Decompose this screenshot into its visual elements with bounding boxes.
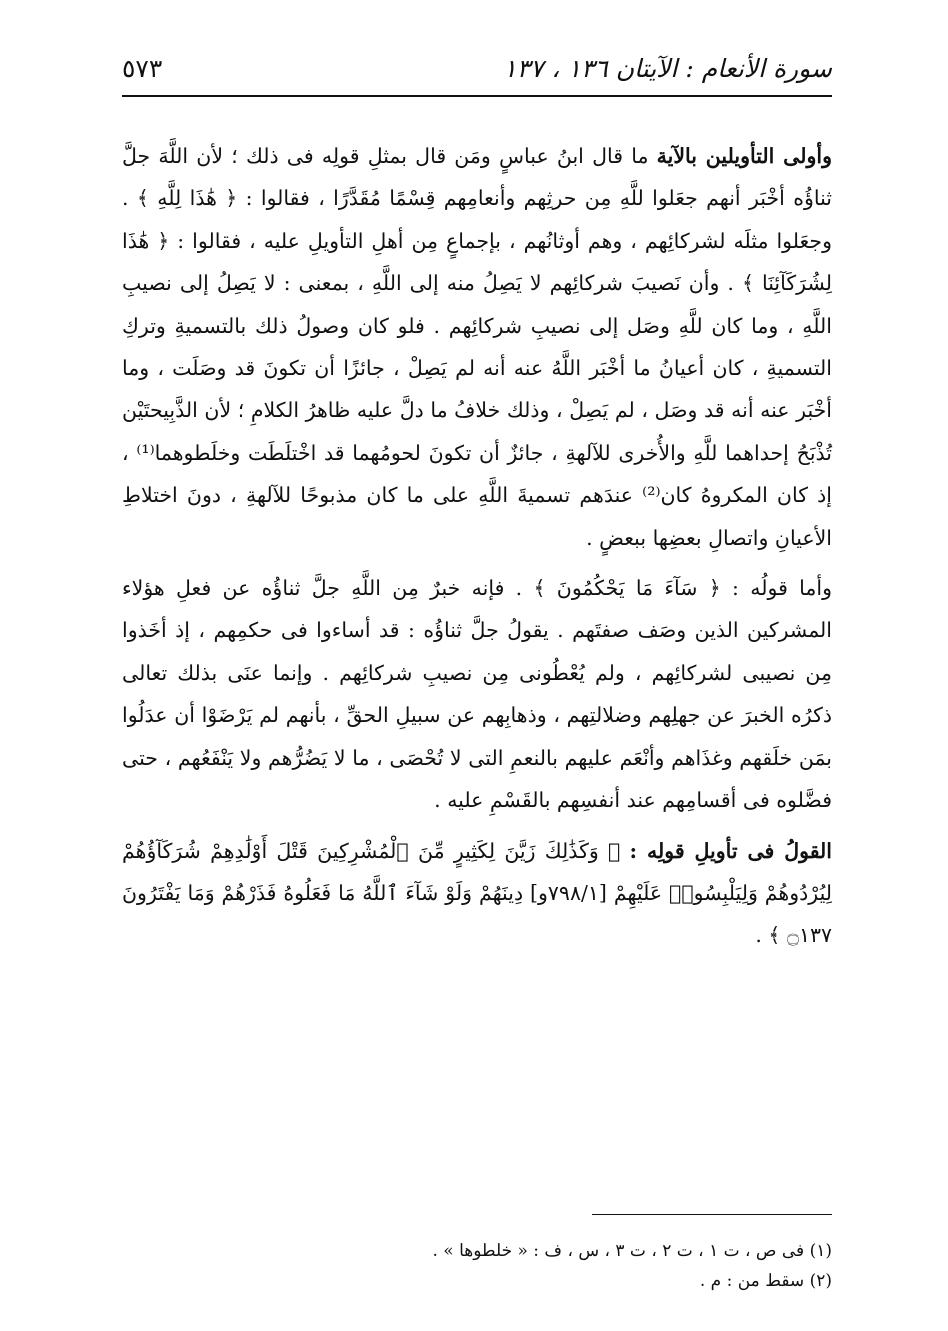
page-body (122, 135, 832, 965)
running-title: سورة الأنعام : الآيتان ١٣٦ ، ١٣٧ (503, 54, 832, 83)
paragraph-text: ما قال ابنُ عباسٍ ومَن قال بمثلِ قولِه فى ذلك ؛ لأن اللَّهَ جلَّ ثناؤُه أخْبَر أنهم جعَلوا للَّهِ مِن حرثِهم وأنعامِهم قِسْمًا مُقَدَّرًا ، فقالوا : ﴿ هَٰذَا لِلَّهِ ﴾ . وجعَلوا مثلَه لشركائِهم ، وهم أوثانُهم ، بإجماعٍ مِن أهلِ التأويلِ عليه ، فقالوا : ﴿ هَٰذَا لِشُرَكَآئِنَا ﴾ . وأن نَصيبَ شركائِهم لا يَصِلُ منه إلى اللَّهِ ، بمعنى : لا يَصِلُ إلى نصيبِ اللَّهِ ، وما كان للَّهِ وصَل إلى نصيبِ شركائِهم . فلو كان وصولُ ذلك بالتسميةِ وتركِ التسميةِ ، كان أعيانُ ما أخْبَر اللَّهُ عنه أنه لم يَصِلْ ، جائزًا أن تكونَ قد وصَلَت ، وما أخْبَر عنه أنه قد وصَل ، لم يَصِلْ ، وذلك خلافُ ما دلَّ عليه ظاهرُ الكلامِ ؛ لأن الذَّبِيحتَيْن تُذْبَحُ إحداهما للَّهِ والأُخرى للآلهةِ ، جائزٌ أن تكونَ لحومُهما قد اخْتلَطَت وخلَطوهما⁽¹⁾ ، إذ كان المكروهُ كان⁽²⁾ عندَهم تسميةَ اللَّهِ على ما كان مذبوحًا للآلهةِ ، دونَ اختلاطِ الأعيانِ واتصالِ بعضِها ببعضٍ . (122, 144, 832, 550)
footnotes (122, 1236, 832, 1296)
paragraph-text: ﴿ وَكَذَٰلِكَ زَيَّنَ لِكَثِيرٍ مِّنَ ٱلْمُشْرِكِينَ قَتْلَ أَوْلَٰدِهِمْ شُرَكَآؤُهُمْ لِيُرْدُوهُمْ وَلِيَلْبِسُوا۟ عَلَيْهِمْ [٧٩٨/١و] دِينَهُمْ وَلَوْ شَآءَ ٱللَّهُ مَا فَعَلُوهُ فَذَرْهُمْ وَمَا يَفْتَرُونَ ۝١٣٧ ﴾ . (122, 838, 833, 948)
paragraph-lead: وأولى التأويلين بالآية (656, 144, 832, 168)
page-number: ٥٧٣ (122, 54, 163, 83)
page-header (122, 50, 832, 94)
paragraph-lead: القولُ فى تأويلِ قولِه : (629, 838, 833, 863)
footnote-1: (١) فى ص ، ت ١ ، ت ٢ ، ت ٣ ، س ، ف : « خلطوها » . (432, 1241, 832, 1261)
header-divider (122, 95, 832, 97)
footnote-divider (592, 1214, 832, 1215)
paragraph-1 (122, 135, 832, 559)
footnote-2: (٢) سقط من : م . (699, 1271, 832, 1291)
paragraph-2 (122, 567, 832, 821)
paragraph-3 (122, 830, 832, 957)
paragraph-text: وأما قولُه : ﴿ سَآءَ مَا يَحْكُمُونَ ﴾ . فإنه خبرٌ مِن اللَّهِ جلَّ ثناؤُه عن فعلِ هؤلاء المشركين الذين وصَف صفتَهم . يقولُ جلَّ ثناؤُه : قد أساءوا فى حكمِهم ، إذ أخَذوا مِن نصيبى لشركائِهم ، ولم يُعْطُونى مِن نصيبِ شركائِهم . وإنما عنَى بذلك تعالى ذكرُه الخبرَ عن جهلِهم وضلالتِهم ، وذهابِهم عن سبيلِ الحقِّ ، بأنهم لم يَرْضَوْا أن عدَلُوا بمَن خلَقهم وغذَاهم وأنْعَم عليهم بالنعمِ التى لا تُحْصَى ، ما لا يَضُرُّهم ولا يَنْفَعُهم ، حتى فضَّلوه فى أقسامِهم عند أنفسِهم بالقَسْمِ عليه . (122, 576, 832, 813)
